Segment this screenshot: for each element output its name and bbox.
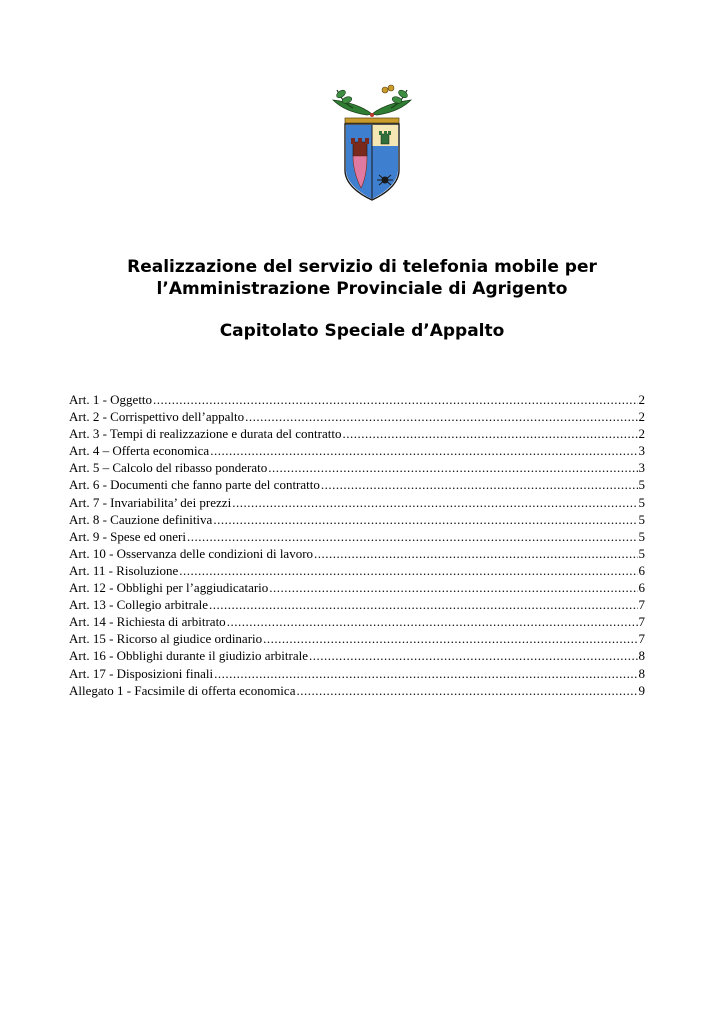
toc-page-number: 7 [638, 597, 645, 613]
toc-entry[interactable] [69, 391, 645, 408]
toc-entry-label: Allegato 1 - Facsimile di offerta economica [69, 682, 296, 698]
table-of-contents [69, 391, 645, 699]
toc-dot-leader [153, 391, 637, 408]
toc-page-number: 8 [638, 665, 645, 681]
toc-page-number: 6 [638, 562, 645, 578]
toc-dot-leader [296, 682, 637, 699]
toc-page-number: 2 [638, 409, 645, 425]
toc-entry-label: Art. 4 – Offerta economica [69, 443, 210, 459]
toc-entry[interactable] [69, 494, 645, 511]
toc-page-number: 5 [638, 477, 645, 493]
toc-entry-label: Art. 17 - Disposizioni finali [69, 665, 214, 681]
document-title-line-2: l’Amministrazione Provinciale di Agrigento [156, 279, 568, 299]
toc-page-number: 2 [638, 392, 645, 407]
toc-dot-leader [210, 442, 637, 459]
toc-dot-leader [309, 647, 638, 664]
toc-entry-label: Art. 10 - Osservanza delle condizioni di lavoro [69, 545, 314, 561]
toc-entry-label: Art. 9 - Spese ed oneri [69, 528, 186, 544]
toc-entry[interactable] [69, 528, 645, 545]
shield-icon [345, 124, 399, 200]
toc-dot-leader [209, 596, 638, 613]
toc-page-number: 7 [638, 614, 645, 630]
toc-entry[interactable] [69, 579, 645, 596]
toc-entry-label: Art. 6 - Documenti che fanno parte del contratto [69, 477, 320, 493]
toc-entry-label: Art. 13 - Collegio arbitrale [69, 597, 208, 613]
toc-dot-leader [263, 630, 637, 647]
toc-entry-label: Art. 14 - Richiesta di arbitrato [69, 614, 226, 630]
toc-entry[interactable] [69, 459, 645, 476]
toc-dot-leader [321, 476, 638, 493]
toc-entry[interactable] [69, 682, 645, 699]
document-subtitle: Capitolato Speciale d’Appalto [219, 321, 505, 341]
toc-entry-label: Art. 12 - Obblighi per l’aggiudicatario [69, 580, 269, 596]
toc-entry[interactable] [69, 630, 645, 647]
toc-page-number: 5 [638, 545, 645, 561]
toc-page-number: 6 [638, 580, 645, 596]
provincial-coat-of-arms-icon [327, 84, 417, 204]
toc-dot-leader [268, 459, 637, 476]
toc-page-number: 8 [638, 648, 645, 664]
toc-page-number: 3 [638, 443, 645, 459]
toc-entry[interactable] [69, 665, 645, 682]
toc-entry[interactable] [69, 425, 645, 442]
toc-page-number: 5 [638, 511, 645, 527]
toc-dot-leader [232, 494, 637, 511]
toc-entry-label: Art. 8 - Cauzione definitiva [69, 511, 213, 527]
toc-page-number: 7 [638, 631, 645, 647]
toc-entry-label: Art. 1 - Oggetto [69, 392, 153, 407]
toc-entry-label: Art. 7 - Invariabilita’ dei prezzi [69, 494, 232, 510]
toc-entry[interactable] [69, 511, 645, 528]
toc-entry[interactable] [69, 613, 645, 630]
toc-entry[interactable] [69, 562, 645, 579]
toc-dot-leader [187, 528, 638, 545]
toc-entry[interactable] [69, 442, 645, 459]
toc-entry[interactable] [69, 408, 645, 425]
toc-entry-label: Art. 11 - Risoluzione [69, 562, 179, 578]
toc-dot-leader [342, 425, 637, 442]
toc-dot-leader [213, 511, 637, 528]
toc-entry-label: Art. 16 - Obblighi durante il giudizio arbitrale [69, 648, 308, 664]
toc-dot-leader [214, 665, 637, 682]
toc-page-number: 2 [638, 426, 645, 442]
toc-entry[interactable] [69, 545, 645, 562]
toc-entry[interactable] [69, 647, 645, 664]
document-title-line-1: Realizzazione del servizio di telefonia mobile per [127, 257, 597, 277]
document-title [60, 256, 664, 300]
toc-entry[interactable] [69, 476, 645, 493]
toc-dot-leader [314, 545, 637, 562]
toc-dot-leader [179, 562, 637, 579]
toc-dot-leader [269, 579, 637, 596]
toc-entry-label: Art. 15 - Ricorso al giudice ordinario [69, 631, 263, 647]
toc-entry-label: Art. 2 - Corrispettivo dell’appalto [69, 409, 245, 425]
toc-entry-label: Art. 3 - Tempi di realizzazione e durata del contratto [69, 426, 342, 442]
laurel-wreath-icon [333, 85, 411, 117]
toc-page-number: 3 [638, 460, 645, 476]
toc-dot-leader [227, 613, 638, 630]
toc-entry[interactable] [69, 596, 645, 613]
toc-dot-leader [245, 408, 637, 425]
toc-entry-label: Art. 5 – Calcolo del ribasso ponderato [69, 460, 268, 476]
toc-page-number: 5 [638, 494, 645, 510]
toc-page-number: 5 [638, 528, 645, 544]
toc-page-number: 9 [638, 682, 645, 698]
